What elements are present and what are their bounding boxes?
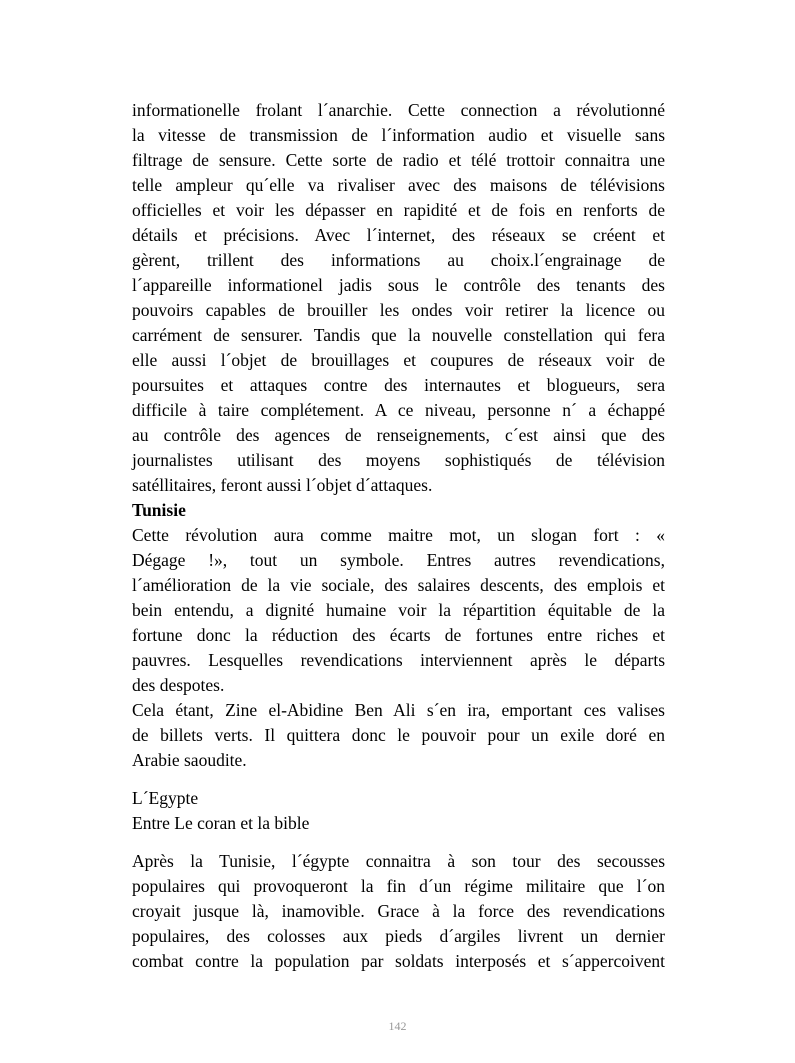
text-line: Arabie saoudite. [132,750,247,770]
text-line: officielles et voir les dépasser en rapidité et de fois en renforts de [132,200,665,220]
paragraph-gap [132,836,665,849]
page-number: 142 [388,1019,407,1033]
text-line: Dégage !», tout un symbole. Entres autres revendications, [132,550,665,570]
text-line: détails et précisions. Avec l´internet, des réseaux se créent et [132,225,665,245]
text-line: bein entendu, a dignité humaine voir la répartition équitable de la [132,600,665,620]
paragraph-ben-ali [132,698,665,773]
text-line: elle aussi l´objet de brouillages et coupures de réseaux voir de [132,350,665,370]
text-line: combat contre la population par soldats interposés et s´appercoivent [132,951,665,971]
text-line: au contrôle des agences de renseignements, c´est ainsi que des [132,425,665,445]
paragraph-internet [132,98,665,498]
text-line: gèrent, trillent des informations au choix.l´engrainage de [132,250,665,270]
text-line: filtrage de sensure. Cette sorte de radio et télé trottoir connaitra une [132,150,665,170]
text-line: la vitesse de transmission de l´information audio et visuelle sans [132,125,665,145]
text-line: Après la Tunisie, l´égypte connaitra à son tour des secousses [132,851,665,871]
text-line: pouvoirs capables de brouiller les ondes voir retirer la licence ou [132,300,665,320]
text-line: de billets verts. Il quittera donc le pouvoir pour un exile doré en [132,725,665,745]
text-line: des despotes. [132,675,225,695]
paragraph-egypte [132,849,665,974]
section-heading-egypte: L´Egypte [132,788,199,808]
text-line: poursuites et attaques contre des internautes et blogueurs, sera [132,375,665,395]
text-line: pauvres. Lesquelles revendications interviennent après le départs [132,650,665,670]
page-content [132,98,665,974]
text-line: croyait jusque là, inamovible. Grace à la force des revendications [132,901,665,921]
text-line: satéllitaires, feront aussi l´objet d´attaques. [132,475,433,495]
paragraph-tunisie-revolution [132,523,665,698]
section-subheading-egypte: Entre Le coran et la bible [132,813,310,833]
text-line: populaires qui provoqueront la fin d´un régime militaire que l´on [132,876,665,896]
paragraph-gap [132,773,665,786]
text-line: journalistes utilisant des moyens sophistiqués de télévision [132,450,665,470]
text-line: carrément de sensurer. Tandis que la nouvelle constellation qui fera [132,325,665,345]
text-line: informationelle frolant l´anarchie. Cette connection a révolutionné [132,100,665,120]
text-line: telle ampleur qu´elle va rivaliser avec des maisons de télévisions [132,175,665,195]
text-line: difficile à taire complétement. A ce niveau, personne n´ a échappé [132,400,665,420]
text-line: Cela étant, Zine el-Abidine Ben Ali s´en ira, emportant ces valises [132,700,665,720]
text-line: l´appareille informationel jadis sous le contrôle des tenants des [132,275,665,295]
text-line: populaires, des colosses aux pieds d´argiles livrent un dernier [132,926,665,946]
text-line: Cette révolution aura comme maitre mot, un slogan fort : « [132,525,665,545]
text-line: l´amélioration de la vie sociale, des salaires descents, des emplois et [132,575,665,595]
section-heading-tunisie: Tunisie [132,500,186,520]
text-line: fortune donc la réduction des écarts de fortunes entre riches et [132,625,665,645]
